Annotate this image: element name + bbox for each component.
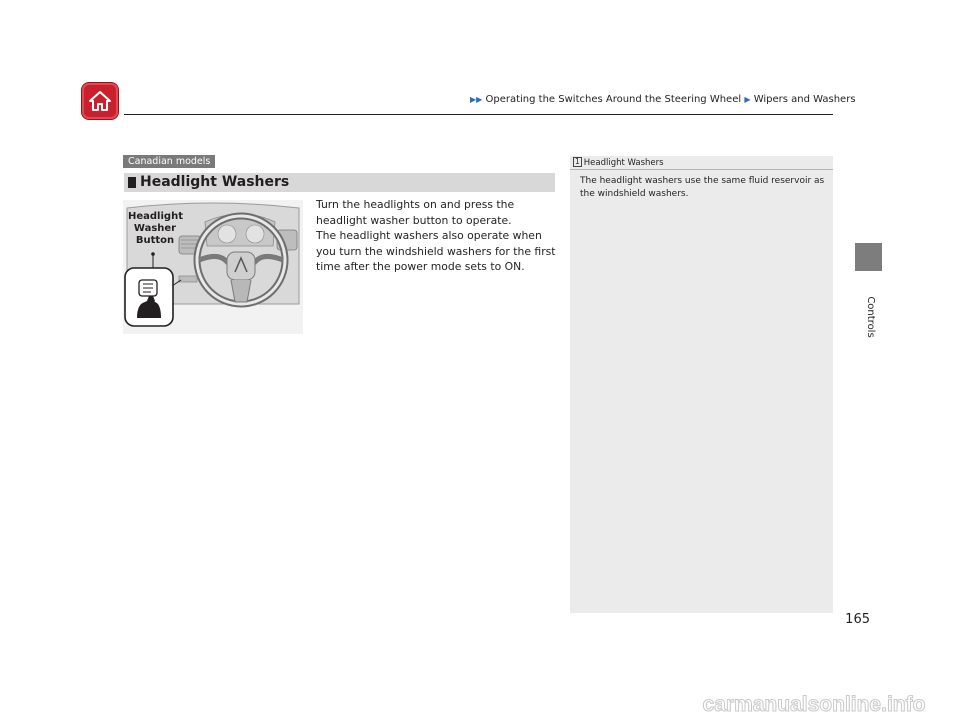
page-number: 165 xyxy=(845,612,870,627)
note-marker-icon: 1 xyxy=(575,157,580,166)
note-title-text: Headlight Washers xyxy=(583,158,664,168)
note-title xyxy=(573,157,664,169)
body-paragraph: The headlight washers also operate when you turn the windshield washers for the first time after the power mode sets to ON. xyxy=(316,229,556,273)
section-title: Headlight Washers xyxy=(140,174,290,190)
models-tag: Canadian models xyxy=(123,155,215,168)
breadcrumb-item-wipers[interactable]: Wipers and Washers xyxy=(753,94,856,105)
callout-line: Headlight xyxy=(128,211,183,222)
note-text: The headlight washers use the same fluid reservoir as the windshield washers. xyxy=(580,176,825,199)
section-marker-icon xyxy=(128,177,136,188)
callout-line: Washer xyxy=(133,223,177,234)
chevron-right-icon: ▶ xyxy=(744,95,751,104)
chapter-label: Controls xyxy=(865,296,876,338)
illustration-callout-label xyxy=(128,211,182,247)
breadcrumb xyxy=(470,93,856,107)
watermark-text: carmanualsonline.info xyxy=(702,694,926,716)
body-text xyxy=(316,197,561,275)
body-paragraph: Turn the headlights on and press the headlight washer button to operate. xyxy=(316,198,515,227)
header-divider xyxy=(124,114,833,115)
chevron-right-icon: ▶▶ xyxy=(470,95,483,104)
callout-line: Button xyxy=(135,235,175,246)
breadcrumb-item-switches[interactable]: Operating the Switches Around the Steering Wheel xyxy=(485,94,742,105)
note-divider xyxy=(570,169,833,170)
home-button[interactable] xyxy=(82,83,118,119)
note-panel xyxy=(570,156,833,613)
home-icon xyxy=(88,89,112,113)
watermark-logo xyxy=(672,694,956,716)
chapter-tab[interactable] xyxy=(855,243,882,271)
